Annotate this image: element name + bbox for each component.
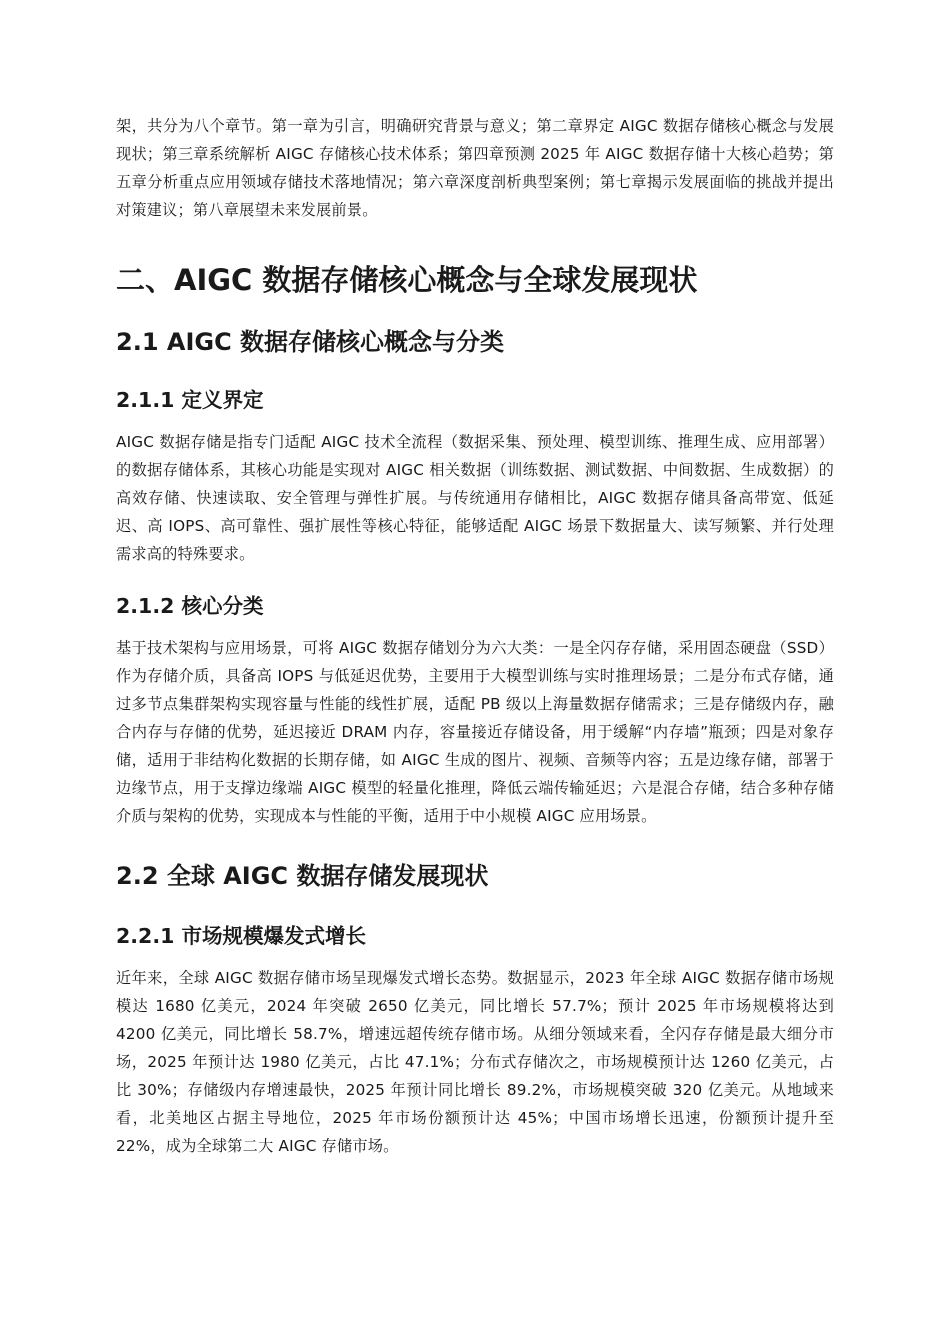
- section-2-2-heading: 2.2 全球 AIGC 数据存储发展现状: [116, 862, 489, 890]
- intro-paragraph: 架，共分为八个章节。第一章为引言，明确研究背景与意义；第二章界定 AIGC 数据存储核心概念与发展现状；第三章系统解析 AIGC 存储核心技术体系；第四章预测 2025 年 AIGC 数据存储十大核心趋势；第五章分析重点应用领域存储技术落地情况；第六章深度剖析典型案例；第七章揭示发展面临的挑战并提出对策建议；第八章展望未来发展前景。: [116, 117, 834, 219]
- chapter-2-heading: 二、AIGC 数据存储核心概念与全球发展现状: [116, 263, 698, 297]
- subsection-2-1-2-heading: 2.1.2 核心分类: [116, 594, 264, 618]
- definition-paragraph: AIGC 数据存储是指专门适配 AIGC 技术全流程（数据采集、预处理、模型训练、推理生成、应用部署）的数据存储体系，其核心功能是实现对 AIGC 相关数据（训练数据、测试数据、中间数据、生成数据）的高效存储、快速读取、安全管理与弹性扩展。与传统通用存储相比，AIGC 数据存储具备高带宽、低延迟、高 IOPS、高可靠性、强扩展性等核心特征，能够适配 AIGC 场景下数据量大、读写频繁、并行处理需求高的特殊要求。: [116, 433, 834, 563]
- market-size-paragraph: 近年来，全球 AIGC 数据存储市场呈现爆发式增长态势。数据显示，2023 年全球 AIGC 数据存储市场规模达 1680 亿美元，2024 年突破 2650 亿美元，同比增长 57.7%；预计 2025 年市场规模将达到 4200 亿美元，同比增长 58.7%，增速远超传统存储市场。从细分领域来看，全闪存存储是最大细分市场，2025 年预计达 1980 亿美元，占比 47.1%；分布式存储次之，市场规模预计达 1260 亿美元，占比 30%；存储级内存增速最快，2025 年预计同比增长 89.2%，市场规模突破 320 亿美元。从地域来看，北美地区占据主导地位，2025 年市场份额预计达 45%；中国市场增长迅速，份额预计提升至 22%，成为全球第二大 AIGC 存储市场。: [116, 969, 834, 1155]
- section-2-1-heading: 2.1 AIGC 数据存储核心概念与分类: [116, 328, 505, 356]
- subsection-2-2-1-heading: 2.2.1 市场规模爆发式增长: [116, 924, 367, 948]
- classification-paragraph: 基于技术架构与应用场景，可将 AIGC 数据存储划分为六大类：一是全闪存存储，采用固态硬盘（SSD）作为存储介质，具备高 IOPS 与低延迟优势，主要用于大模型训练与实时推理场景；二是分布式存储，通过多节点集群架构实现容量与性能的线性扩展，适配 PB 级以上海量数据存储需求；三是存储级内存，融合内存与存储的优势，延迟接近 DRAM 内存，容量接近存储设备，用于缓解“内存墙”瓶颈；四是对象存储，适用于非结构化数据的长期存储，如 AIGC 生成的图片、视频、音频等内容；五是边缘存储，部署于边缘节点，用于支撑边缘端 AIGC 模型的轻量化推理，降低云端传输延迟；六是混合存储，结合多种存储介质与架构的优势，实现成本与性能的平衡，适用于中小规模 AIGC 应用场景。: [116, 639, 834, 825]
- subsection-2-1-1-heading: 2.1.1 定义界定: [116, 388, 264, 412]
- document-page: [116, 112, 834, 1160]
